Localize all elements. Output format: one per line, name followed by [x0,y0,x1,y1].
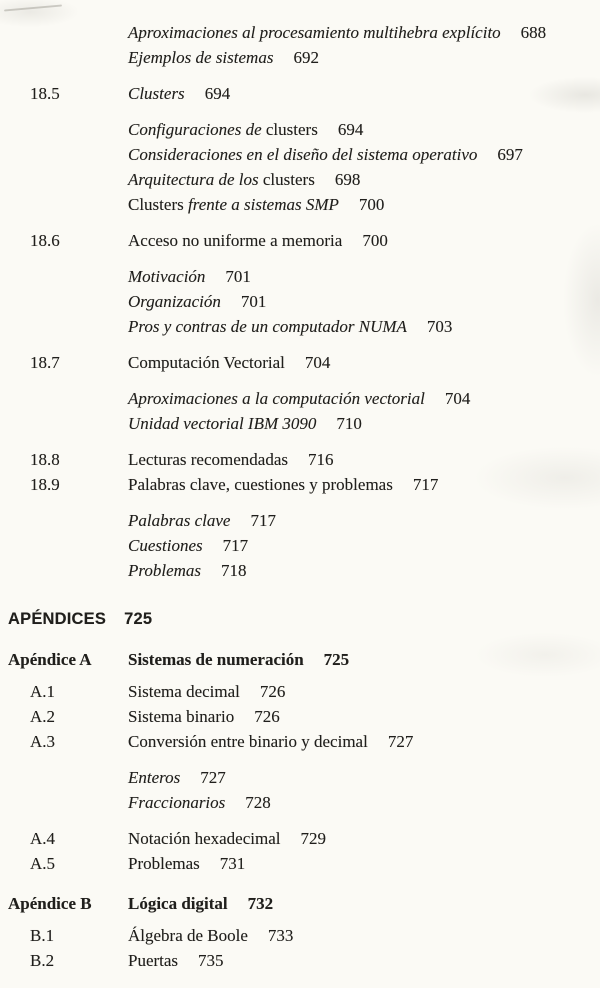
entry-title [128,84,185,103]
toc-appendix-heading [0,647,600,673]
entry-title [128,120,318,139]
page-number: 728 [245,793,271,812]
section-number: A.2 [30,707,56,726]
entry-text-segment: Problemas [128,854,200,873]
page-number: 700 [358,195,385,214]
page-number: 688 [520,23,547,42]
page-number: 704 [304,353,331,372]
entry-text-segment: Fraccionarios [128,793,226,812]
page-number: 725 [124,610,153,628]
entry-text-segment: Sistemas de numeración [128,650,304,669]
page-number: 726 [259,682,286,701]
page-number: 694 [337,120,364,139]
page-number: 698 [334,170,361,189]
entry-text-segment: Configuraciones de [128,120,266,139]
toc-row [0,82,600,106]
toc-row [0,509,600,533]
page-number: 727 [387,732,414,751]
entry-title [128,561,201,580]
entry-text-segment: Clusters [128,195,188,214]
entry-text-segment: Motivación [128,267,206,286]
entry-title [128,170,315,189]
toc-row [0,168,600,192]
entry-text-segment: Ejemplos de sistemas [128,48,274,67]
entry-title [128,292,221,311]
appendix-label: Apéndice B [8,894,92,913]
section-number: A.4 [30,829,56,848]
page-number: 727 [200,768,226,787]
section-number: 18.6 [30,231,60,250]
page-number: 704 [444,389,471,408]
entry-title [128,732,368,751]
entry-text-segment: clusters [265,120,318,139]
entry-text-segment: Computación Vectorial [128,353,285,372]
page-number: 700 [362,231,388,250]
toc-row [0,118,600,142]
entry-text-segment: Aproximaciones a la computación vectorial [128,389,425,408]
entry-text-segment: Lógica digital [128,894,228,913]
entry-text-segment: Palabras clave [128,511,231,530]
toc-row [0,852,600,876]
entry-text-segment: Enteros [128,768,181,787]
entry-title [128,195,339,214]
toc-row [0,21,600,45]
entry-title [128,389,425,408]
entry-title [128,23,501,42]
entry-title [128,536,203,555]
page-number: 729 [300,829,326,848]
entry-title [128,317,407,336]
page-number: 726 [254,707,280,726]
entry-text-segment: Organización [128,292,221,311]
page-number: 701 [225,267,251,286]
toc-row [0,473,600,497]
entry-text-segment: Cuestiones [128,536,203,555]
section-number: B.2 [30,951,55,970]
section-number: A.3 [30,732,56,751]
page-number: 701 [240,292,267,311]
toc-row [0,229,600,253]
toc-row [0,351,600,375]
entry-text-segment: Lecturas recomendadas [128,450,288,469]
entry-text-segment: Consideraciones en el diseño del sistema operativo [128,145,478,164]
entry-title [128,231,342,250]
entry-title [128,926,248,945]
entry-title [128,145,477,164]
section-number: A.1 [30,682,56,701]
page-number: 731 [219,854,246,873]
entry-title [128,450,288,469]
entry-text-segment: Clusters [128,84,185,103]
entry-text-segment: Conversión entre binario y decimal [128,732,368,751]
entry-title [128,682,240,701]
entry-text-segment: Álgebra de Boole [128,926,248,945]
entry-text-segment: Sistema binario [128,707,235,726]
toc-row [0,290,600,314]
toc-row [0,949,600,973]
entry-title [128,768,180,787]
section-number: 18.7 [30,353,60,372]
toc-row [0,705,600,729]
entry-title [128,267,205,286]
part-label: APÉNDICES [8,610,107,628]
entry-text-segment: Notación hexadecimal [128,829,281,848]
page-number: 735 [198,951,224,970]
toc-row [0,924,600,948]
toc-row [0,46,600,70]
toc-row [0,791,600,815]
toc-row [0,766,600,790]
page-number: 697 [497,145,523,164]
page-number: 733 [267,926,294,945]
page-number: 710 [336,414,362,433]
entry-text-segment: clusters [262,170,315,189]
section-number: 18.5 [30,84,60,103]
entry-title [128,829,280,848]
entry-text-segment: Acceso no uniforme a memoria [128,231,343,250]
section-number: A.5 [30,854,56,873]
entry-text-segment: Puertas [128,951,179,970]
toc-appendix-heading [0,891,600,917]
toc-row [0,387,600,411]
page-number: 716 [308,450,334,469]
toc-row [0,559,600,583]
entry-title [128,475,393,494]
entry-text-segment: Problemas [128,561,202,580]
toc-row [0,143,600,167]
entry-title [128,48,273,67]
page-number: 692 [293,48,319,67]
entry-text-segment: Palabras clave, cuestiones y problemas [128,475,393,494]
section-number: B.1 [30,926,55,945]
entry-text-segment: frente a sistemas SMP [187,195,339,214]
entry-title [128,793,225,812]
page-number: 703 [426,317,453,336]
toc-row [0,827,600,851]
entry-title [128,650,304,669]
entry-text-segment: Sistema decimal [128,682,240,701]
entry-title [128,894,228,913]
page-number: 694 [204,84,231,103]
entry-text-segment: Unidad vectorial IBM 3090 [128,414,317,433]
toc-row [0,193,600,217]
toc-row [0,315,600,339]
page-number: 717 [222,536,249,555]
entry-title [128,511,230,530]
entry-text-segment: Aproximaciones al procesamiento multihebra explícito [128,23,501,42]
section-number: 18.9 [30,475,60,494]
entry-title [128,707,234,726]
page-number: 717 [412,475,439,494]
toc-part-heading [0,606,600,632]
page-number: 732 [247,894,274,913]
section-number: 18.8 [30,450,60,469]
appendix-label: Apéndice A [8,650,92,669]
toc-row [0,680,600,704]
page-number: 725 [323,650,350,669]
entry-title [128,854,200,873]
entry-text-segment: Pros y contras de un computador NUMA [128,317,407,336]
toc-row [0,534,600,558]
page-number: 718 [221,561,247,580]
toc-row [0,448,600,472]
toc-row [0,412,600,436]
toc-row [0,265,600,289]
entry-text-segment: Arquitectura de los [128,170,263,189]
page-number: 717 [250,511,276,530]
entry-title [128,414,316,433]
entry-title [128,353,285,372]
entry-title [128,951,178,970]
toc-row [0,730,600,754]
